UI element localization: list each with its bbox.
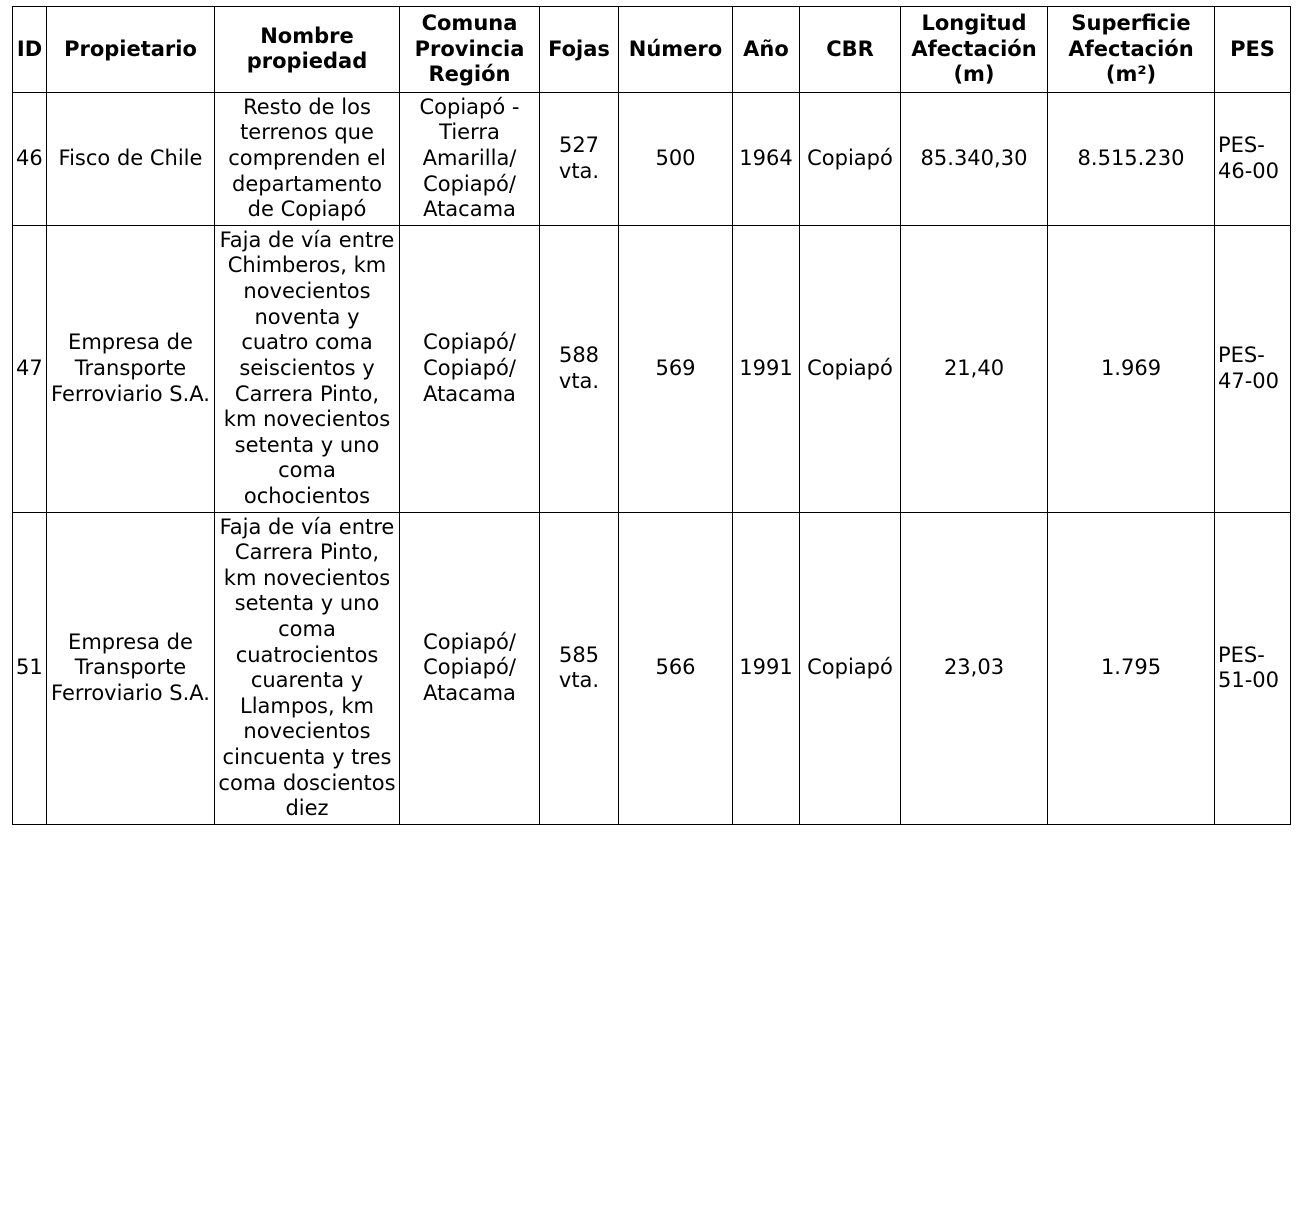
cell-comuna-provincia-region: Copiapó - Tierra Amarilla/ Copiapó/ Atacama [400,92,540,225]
cell-anio: 1991 [733,512,800,824]
table-header [13,7,1291,93]
cell-fojas: 588 vta. [540,225,619,512]
cell-superficie-afectacion: 1.969 [1048,225,1215,512]
table-row [13,512,1291,824]
cell-propietario: Empresa de Transporte Ferroviario S.A. [47,512,215,824]
table-header-row [13,7,1291,93]
cell-longitud-afectacion: 23,03 [901,512,1048,824]
cell-numero: 569 [619,225,733,512]
cell-pes: PES-51-00 [1215,512,1291,824]
column-header-comuna-provincia-region: Comuna Provincia Región [400,7,540,93]
column-header-fojas: Fojas [540,7,619,93]
cell-nombre-propiedad: Resto de los terrenos que comprenden el departamento de Copiapó [215,92,400,225]
column-header-numero: Número [619,7,733,93]
cell-nombre-propiedad: Faja de vía entre Chimberos, km novecientos noventa y cuatro coma seiscientos y Carrera Pinto, km novecientos setenta y uno coma ochocientos [215,225,400,512]
cell-cbr: Copiapó [800,225,901,512]
cell-fojas: 585 vta. [540,512,619,824]
table-row [13,225,1291,512]
cell-numero: 566 [619,512,733,824]
properties-table [12,6,1291,825]
column-header-pes: PES [1215,7,1291,93]
cell-nombre-propiedad: Faja de vía entre Carrera Pinto, km novecientos setenta y uno coma cuatrocientos cuarenta y Llampos, km novecientos cincuenta y tres coma doscientos diez [215,512,400,824]
cell-id: 51 [13,512,47,824]
cell-superficie-afectacion: 1.795 [1048,512,1215,824]
cell-cbr: Copiapó [800,92,901,225]
cell-id: 47 [13,225,47,512]
column-header-nombre-propiedad: Nombre propiedad [215,7,400,93]
cell-id: 46 [13,92,47,225]
table-body [13,92,1291,824]
cell-comuna-provincia-region: Copiapó/ Copiapó/ Atacama [400,512,540,824]
cell-cbr: Copiapó [800,512,901,824]
column-header-superficie-afectacion: Superficie Afectación (m²) [1048,7,1215,93]
cell-anio: 1964 [733,92,800,225]
cell-longitud-afectacion: 21,40 [901,225,1048,512]
column-header-propietario: Propietario [47,7,215,93]
cell-propietario: Empresa de Transporte Ferroviario S.A. [47,225,215,512]
cell-anio: 1991 [733,225,800,512]
column-header-cbr: CBR [800,7,901,93]
cell-fojas: 527 vta. [540,92,619,225]
cell-pes: PES-46-00 [1215,92,1291,225]
column-header-anio: Año [733,7,800,93]
cell-longitud-afectacion: 85.340,30 [901,92,1048,225]
column-header-longitud-afectacion: Longitud Afectación (m) [901,7,1048,93]
column-header-id: ID [13,7,47,93]
cell-propietario: Fisco de Chile [47,92,215,225]
table-row [13,92,1291,225]
cell-comuna-provincia-region: Copiapó/ Copiapó/ Atacama [400,225,540,512]
cell-numero: 500 [619,92,733,225]
cell-pes: PES-47-00 [1215,225,1291,512]
cell-superficie-afectacion: 8.515.230 [1048,92,1215,225]
